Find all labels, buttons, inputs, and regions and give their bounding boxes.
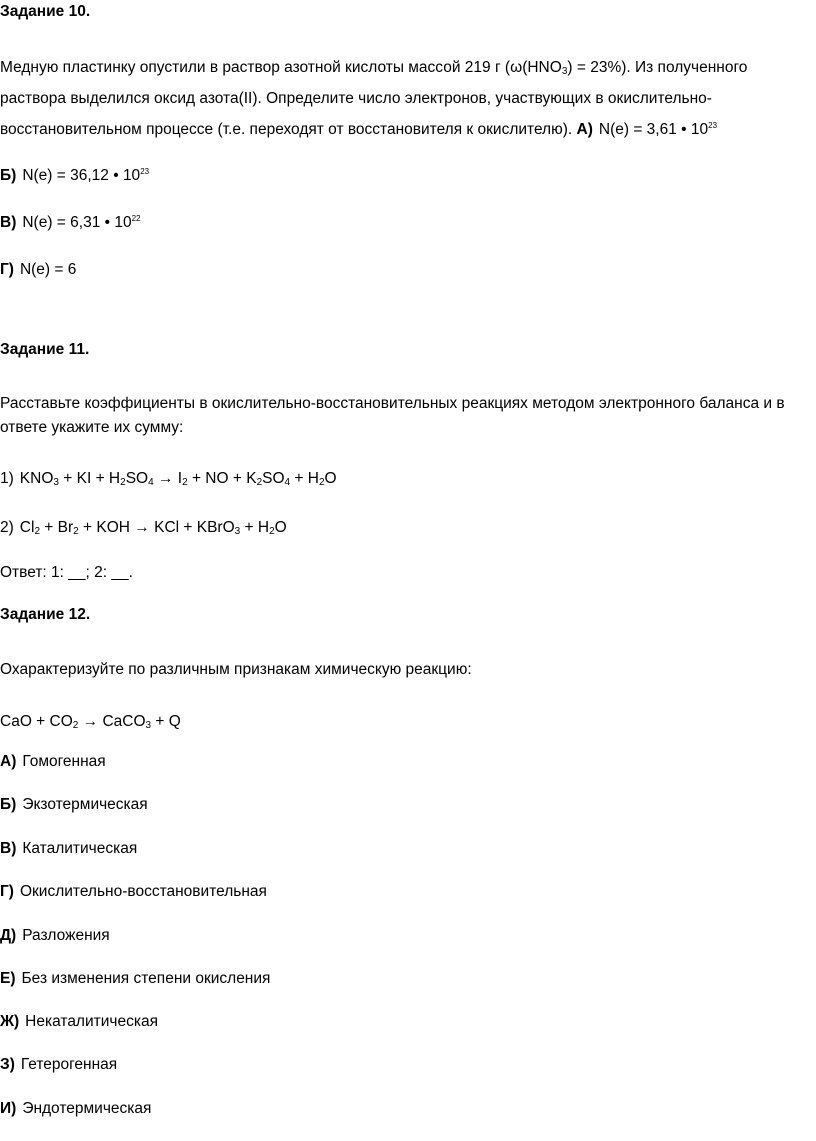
task12-option-h: З) Гетерогенная — [0, 1056, 118, 1073]
task12-reaction: CaO + $CO_2$ → CaCO$_3$ + Q — [0, 713, 181, 731]
task11-title: Задание 11. — [0, 341, 90, 358]
task10-option-d: Г) N(e) = 6 — [0, 261, 77, 278]
task12-intro: Охарактеризуйте по различным признакам химическую реакцию: — [0, 661, 472, 678]
task10-title: Задание 10. — [0, 3, 91, 20]
task10-option-a-value: N(e) = 3,61 • 10 — [598, 121, 709, 138]
task12-option-c: В) Каталитическая — [0, 840, 138, 857]
task10-text-line1: Медную пластинку опустили в раствор азотной кислоты массой 219 г $(\omega(HNO_3) = 23\%)$. Из полученного — [0, 59, 748, 77]
task12-option-g: Ж) Некаталитическая — [0, 1013, 158, 1030]
task10-option-c: В) N(e) = 6,31 • $10^{22}$ — [0, 214, 141, 231]
task12-option-a: А) Гомогенная — [0, 753, 106, 770]
task11-intro-line2: ответе укажите их сумму: — [0, 419, 184, 436]
task12-option-f: Е) Без изменения степени окисления — [0, 970, 271, 987]
task10-option-b: Б) N(e) = 36,12 • $10^{23}$ — [0, 167, 150, 184]
task12-option-d: Г) Окислительно-восстановительная — [0, 883, 267, 900]
task11-intro-line1: Расставьте коэффициенты в окислительно-восстановительных реакциях методом электронного баланса и в — [0, 395, 785, 412]
task12-option-b: Б) Экзотермическая — [0, 796, 148, 813]
task11-reaction-2: 2) $Cl_2 + Br_2$ + KOH → KCl + KBrO$_3$ + $H_2O$ — [0, 519, 287, 537]
task12-option-e: Д) Разложения — [0, 927, 110, 944]
task12-title: Задание 12. — [0, 606, 91, 623]
task10-text-line3: восстановительном процессе (т.е. переходят от восстановителя к окислителю). А) N(e) = 3,61 • $10^{23}$ — [0, 121, 718, 138]
task12-option-i: И) Эндотермическая — [0, 1100, 152, 1117]
task10-text-line2: раствора выделился оксид азота(II). Определите число электронов, участвующих в окислительно- — [0, 90, 712, 107]
task11-reaction-1: 1) $KNO_3$ + KI + $H_2SO_4 \to I_2$ + NO + $K_2SO_4 + H_2O$ — [0, 470, 337, 488]
task10-option-a-letter: А) — [576, 121, 593, 138]
task11-answer: Ответ: 1: __; 2: __. — [0, 564, 133, 581]
